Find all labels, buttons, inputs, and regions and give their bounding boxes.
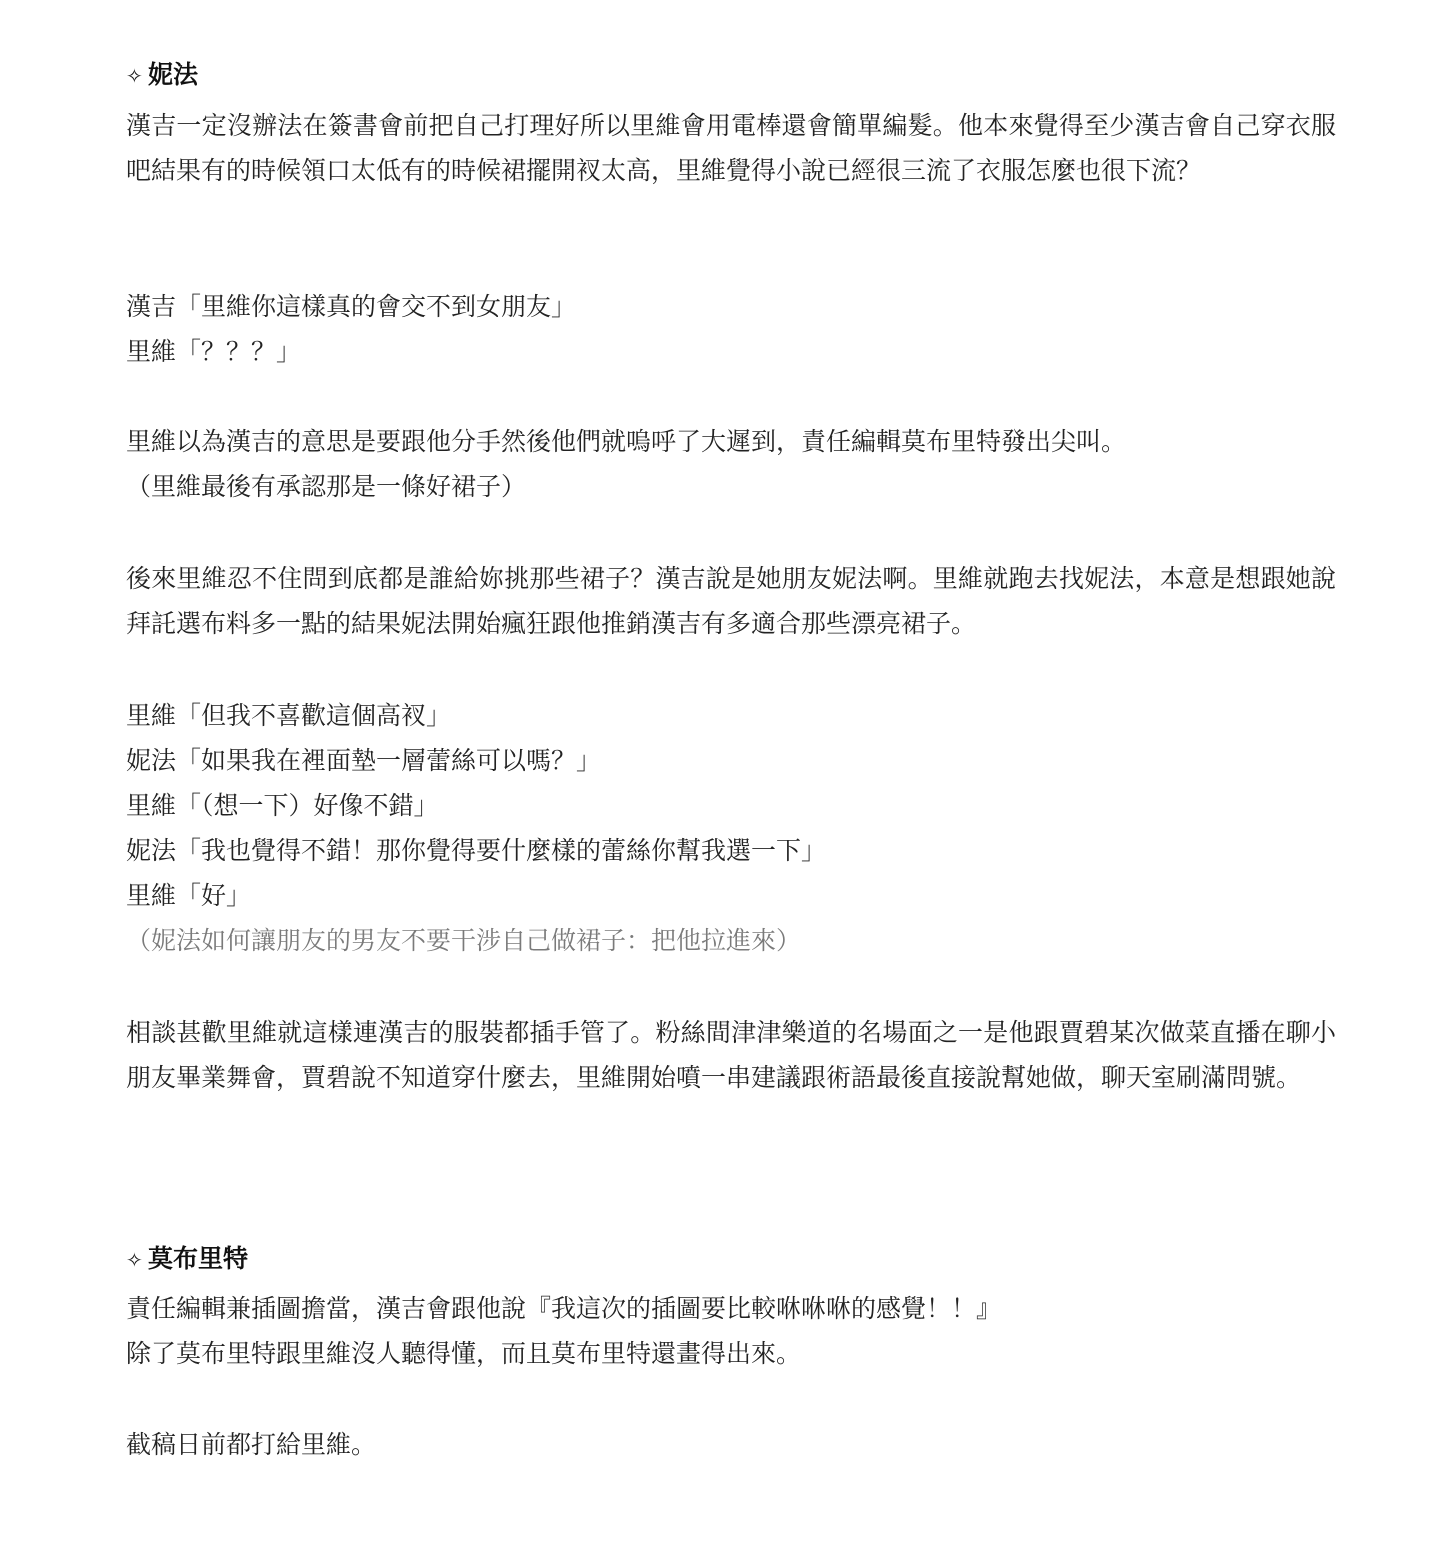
paragraph: 除了莫布里特跟里維沒人聽得懂，而且莫布里特還畫得出來。	[126, 1339, 802, 1368]
section-heading-nifa	[126, 60, 198, 91]
sparkle-icon: ✧	[126, 64, 143, 88]
dialogue-line: 里維「？？？」	[126, 337, 302, 366]
section-title: 莫布里特	[148, 1244, 249, 1273]
dialogue-line: 里維「好」	[126, 881, 252, 910]
paragraph: 責任編輯兼插圖擔當，漢吉會跟他說『我這次的插圖要比較咻咻咻的感覺！！』	[126, 1294, 1002, 1323]
paragraph: 漢吉一定沒辦法在簽書會前把自己打理好所以里維會用電棒還會簡單編髮。他本來覺得至少漢吉會自己穿衣服吧結果有的時候領口太低有的時候裙擺開衩太高，里維覺得小說已經很三流了衣服怎麼也很下流？	[126, 111, 1336, 185]
dialogue-line: 漢吉「里維你這樣真的會交不到女朋友」	[126, 292, 577, 321]
dialogue-line: 里維「（想一下）好像不錯」	[126, 791, 439, 820]
paragraph: 相談甚歡里維就這樣連漢吉的服裝都插手管了。粉絲間津津樂道的名場面之一是他跟賈碧某次做菜直播在聊小朋友畢業舞會，賈碧說不知道穿什麼去，里維開始噴一串建議跟術語最後直接說幫她做，聊天室刷滿問號。	[126, 1018, 1336, 1092]
dialogue-line: 里維「但我不喜歡這個高衩」	[126, 701, 452, 730]
section-title: 妮法	[148, 60, 199, 89]
paragraph: 截稿日前都打給里維。	[126, 1430, 377, 1459]
paragraph: 後來里維忍不住問到底都是誰給妳挑那些裙子？漢吉說是她朋友妮法啊。里維就跑去找妮法，本意是想跟她說拜託選布料多一點的結果妮法開始瘋狂跟他推銷漢吉有多適合那些漂亮裙子。	[126, 564, 1336, 638]
section-heading-moblit	[126, 1244, 248, 1275]
sparkle-icon: ✧	[126, 1248, 143, 1272]
paragraph: 里維以為漢吉的意思是要跟他分手然後他們就嗚呼了大遲到，責任編輯莫布里特發出尖叫。	[126, 427, 1127, 456]
aside-note: （里維最後有承認那是一條好裙子）	[126, 472, 527, 501]
aside-note: （妮法如何讓朋友的男友不要干涉自己做裙子：把他拉進來）	[126, 926, 802, 955]
dialogue-line: 妮法「我也覺得不錯！那你覺得要什麼樣的蕾絲你幫我選一下」	[126, 836, 827, 865]
dialogue-line: 妮法「如果我在裡面墊一層蕾絲可以嗎？」	[126, 746, 602, 775]
